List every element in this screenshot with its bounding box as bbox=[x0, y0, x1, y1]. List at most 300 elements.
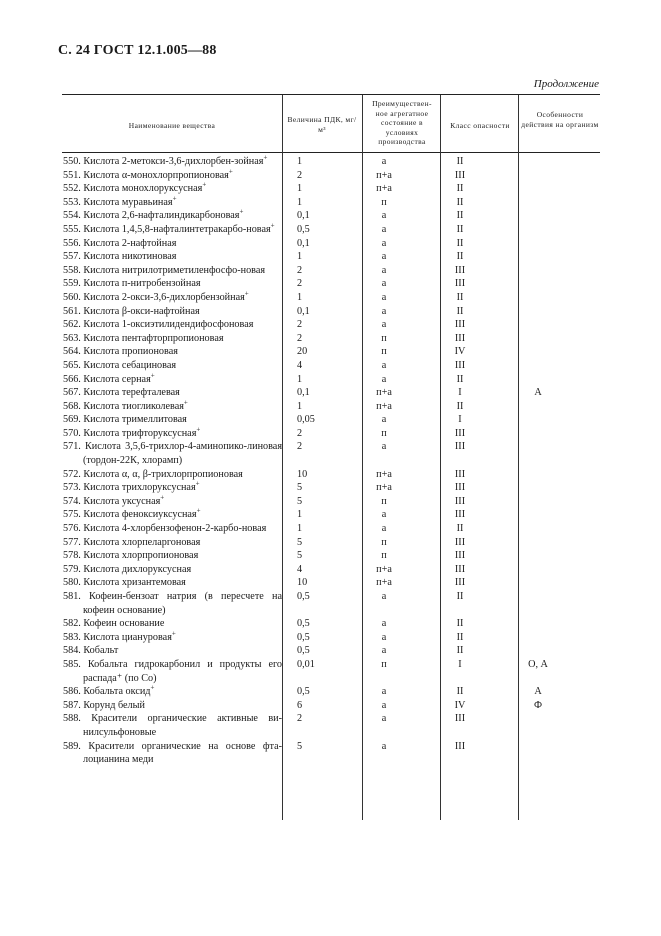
class-value: III bbox=[454, 550, 466, 562]
table-row bbox=[62, 590, 600, 617]
pdk-value: 5 bbox=[297, 740, 303, 752]
row-number: 559. bbox=[63, 278, 84, 290]
table-row bbox=[62, 359, 600, 373]
table-row bbox=[62, 481, 600, 495]
substance-label: Кобальта оксид bbox=[83, 686, 151, 698]
class-value: II bbox=[456, 156, 464, 167]
feature-value bbox=[498, 291, 578, 305]
row-number: 567. bbox=[63, 387, 84, 399]
pdk-value: 4 bbox=[297, 563, 303, 575]
substance-label: Кислота себациновая bbox=[83, 359, 177, 371]
row-number: 573. bbox=[63, 482, 84, 494]
table-row bbox=[62, 169, 600, 183]
table-row bbox=[62, 155, 600, 169]
table-row bbox=[62, 386, 600, 400]
substance-name bbox=[62, 237, 282, 251]
feature-value bbox=[498, 209, 578, 223]
substance-name bbox=[62, 155, 282, 169]
substance-label: Кислота терефталевая bbox=[83, 387, 180, 399]
feature-value bbox=[498, 250, 578, 264]
row-number: 589. bbox=[63, 740, 89, 752]
substance-label: Кислота хризантемовая bbox=[83, 577, 186, 589]
state-value: а bbox=[381, 210, 387, 222]
class-value: II bbox=[456, 237, 464, 249]
pdk-value: 0,05 bbox=[297, 414, 315, 426]
row-number: 569. bbox=[63, 414, 84, 426]
row-number: 581. bbox=[63, 591, 90, 602]
feature-value bbox=[498, 305, 578, 319]
superscript-mark: + bbox=[239, 207, 244, 216]
state-value: а bbox=[381, 523, 387, 535]
pdk-value: 2 bbox=[297, 278, 303, 290]
row-number: 578. bbox=[63, 550, 84, 562]
substance-label: Красители органические активные ви-нилсульфоновые bbox=[83, 713, 282, 738]
state-value: п+а bbox=[376, 482, 392, 494]
feature-value bbox=[498, 155, 578, 169]
table-row bbox=[62, 536, 600, 550]
feature-value bbox=[498, 495, 578, 509]
table-row bbox=[62, 658, 600, 685]
substance-name bbox=[62, 169, 282, 183]
pdk-value: 5 bbox=[297, 550, 303, 562]
substance-name bbox=[62, 576, 282, 590]
state-value: а bbox=[381, 591, 387, 602]
feature-value: А bbox=[534, 387, 542, 399]
row-number: 556. bbox=[63, 237, 84, 249]
row-number: 585. bbox=[63, 658, 88, 670]
substance-name bbox=[62, 345, 282, 359]
superscript-mark: + bbox=[183, 398, 188, 407]
feature-value bbox=[498, 563, 578, 577]
feature-value bbox=[498, 481, 578, 495]
pdk-value: 20 bbox=[297, 346, 308, 358]
row-number: 550. bbox=[63, 156, 84, 167]
substance-label: Кислота 2-метокси-3,6-дихлорбен-зойная bbox=[83, 156, 264, 167]
substance-name bbox=[62, 305, 282, 319]
substance-name bbox=[62, 508, 282, 522]
table-row bbox=[62, 223, 600, 237]
table-row bbox=[62, 712, 600, 739]
pdk-value: 0,5 bbox=[297, 631, 310, 643]
superscript-mark: + bbox=[263, 153, 268, 162]
pdk-value: 6 bbox=[297, 699, 303, 711]
table-row bbox=[62, 332, 600, 346]
feature-value bbox=[498, 345, 578, 359]
state-value: п+а bbox=[376, 387, 392, 399]
substance-label: Кислота β-окси-нафтойная bbox=[83, 305, 200, 317]
class-value: III bbox=[454, 319, 466, 331]
feature-value bbox=[498, 237, 578, 251]
table-row bbox=[62, 468, 600, 482]
header-name: Наименование вещества bbox=[128, 121, 216, 130]
feature-value bbox=[498, 440, 578, 467]
row-number: 564. bbox=[63, 346, 84, 358]
superscript-mark: + bbox=[228, 167, 233, 176]
state-value: п+а bbox=[376, 169, 392, 181]
superscript-mark: + bbox=[160, 493, 165, 502]
header-features: Особенности действия на организм bbox=[521, 110, 599, 129]
state-value: п bbox=[381, 332, 387, 344]
pdk-value: 1 bbox=[297, 196, 303, 208]
substance-label: Кислота α-монохлорпропионовая bbox=[83, 169, 229, 181]
superscript-mark: + bbox=[270, 221, 275, 230]
state-value: а bbox=[381, 441, 387, 453]
superscript-mark: + bbox=[150, 683, 155, 692]
class-value: III bbox=[454, 740, 466, 752]
feature-value bbox=[498, 223, 578, 237]
table-row bbox=[62, 522, 600, 536]
class-value: II bbox=[456, 400, 464, 412]
pdk-value: 2 bbox=[297, 441, 303, 453]
substance-name bbox=[62, 277, 282, 291]
header-state: Преимуществен-ное агрегатное состояние в условиях производства bbox=[372, 99, 432, 146]
substance-name bbox=[62, 522, 282, 536]
feature-value bbox=[498, 508, 578, 522]
class-value: II bbox=[456, 196, 464, 208]
substance-name bbox=[62, 495, 282, 509]
substance-name bbox=[62, 685, 282, 699]
substance-label: Кислота серная bbox=[83, 373, 151, 385]
feature-value bbox=[498, 277, 578, 291]
pdk-value: 10 bbox=[297, 577, 308, 589]
feature-value: А bbox=[534, 686, 542, 698]
substance-label: Кислота тиогликолевая bbox=[83, 400, 184, 412]
state-value: а bbox=[381, 699, 387, 711]
substance-name bbox=[62, 631, 282, 645]
pdk-value: 4 bbox=[297, 359, 303, 371]
table-row bbox=[62, 631, 600, 645]
substance-name bbox=[62, 468, 282, 482]
class-value: III bbox=[454, 536, 466, 548]
substance-label: Кислота 4-хлорбензофенон-2-карбо-новая bbox=[83, 523, 267, 535]
state-value: а bbox=[381, 223, 387, 235]
state-value: п bbox=[381, 346, 387, 358]
table-row bbox=[62, 576, 600, 590]
substance-label: Кислота дихлоруксусная bbox=[83, 563, 192, 575]
state-value: а bbox=[381, 319, 387, 331]
substance-label: Кислота никотиновая bbox=[83, 251, 177, 263]
state-value: а bbox=[381, 264, 387, 276]
pdk-value: 0,1 bbox=[297, 210, 310, 222]
table-row bbox=[62, 264, 600, 278]
table-header-rule bbox=[62, 152, 600, 153]
class-value: III bbox=[454, 427, 466, 439]
class-value: IV bbox=[454, 699, 466, 711]
substance-name bbox=[62, 332, 282, 346]
class-value: II bbox=[456, 251, 464, 263]
substance-name bbox=[62, 250, 282, 264]
class-value: II bbox=[456, 223, 464, 235]
table-row bbox=[62, 563, 600, 577]
substance-name bbox=[62, 549, 282, 563]
substance-label: Кислота тримеллитовая bbox=[83, 414, 187, 426]
substance-label: Корунд белый bbox=[83, 699, 145, 711]
feature-value: Ф bbox=[533, 699, 543, 711]
substance-label: Кислота монохлоруксусная bbox=[83, 183, 203, 195]
feature-value bbox=[498, 617, 578, 631]
substance-label: Кислота муравьиная bbox=[83, 196, 173, 208]
row-number: 552. bbox=[63, 183, 84, 195]
pdk-value: 1 bbox=[297, 251, 303, 263]
row-number: 558. bbox=[63, 264, 84, 276]
row-number: 570. bbox=[63, 427, 84, 439]
table-row bbox=[62, 400, 600, 414]
feature-value bbox=[498, 264, 578, 278]
row-number: 553. bbox=[63, 196, 84, 208]
class-value: II bbox=[456, 645, 464, 657]
table-row bbox=[62, 413, 600, 427]
superscript-mark: + bbox=[202, 180, 207, 189]
state-value: п bbox=[381, 658, 387, 670]
feature-value bbox=[498, 631, 578, 645]
substance-name bbox=[62, 740, 282, 767]
substance-label: Кислота α, α, β-трихлорпропионовая bbox=[83, 468, 243, 480]
substance-label: Красители органические на основе фта-лоцианина меди bbox=[83, 740, 282, 766]
feature-value bbox=[498, 169, 578, 183]
substance-label: Кофеин-бензоат натрия (в пересчете на кофеин основание) bbox=[83, 591, 282, 616]
class-value: III bbox=[454, 278, 466, 290]
state-value: а bbox=[381, 156, 387, 167]
pdk-value: 0,01 bbox=[297, 658, 315, 670]
row-number: 576. bbox=[63, 523, 84, 535]
class-value: III bbox=[454, 264, 466, 276]
state-value: п bbox=[381, 536, 387, 548]
table-body bbox=[62, 155, 600, 767]
pdk-value: 0,5 bbox=[297, 223, 310, 235]
state-value: а bbox=[381, 278, 387, 290]
class-value: II bbox=[456, 686, 464, 698]
substance-label: Кислота 2-окси-3,6-дихлорбензойная bbox=[83, 291, 245, 303]
state-value: а bbox=[381, 645, 387, 657]
substance-name bbox=[62, 359, 282, 373]
pdk-value: 2 bbox=[297, 264, 303, 276]
superscript-mark: + bbox=[195, 479, 200, 488]
substance-name bbox=[62, 318, 282, 332]
pdk-value: 1 bbox=[297, 183, 303, 195]
pdk-value: 1 bbox=[297, 523, 303, 535]
row-number: 566. bbox=[63, 373, 84, 385]
row-number: 562. bbox=[63, 319, 84, 331]
state-value: п+а bbox=[376, 563, 392, 575]
feature-value bbox=[498, 427, 578, 441]
substance-name bbox=[62, 658, 282, 685]
state-value: а bbox=[381, 713, 387, 725]
state-value: п+а bbox=[376, 183, 392, 195]
substance-label: Кислота феноксиуксусная bbox=[83, 509, 197, 521]
row-number: 572. bbox=[63, 468, 84, 480]
substance-name bbox=[62, 590, 282, 617]
state-value: а bbox=[381, 740, 387, 752]
pdk-value: 2 bbox=[297, 332, 303, 344]
pdk-value: 5 bbox=[297, 495, 303, 507]
class-value: III bbox=[454, 482, 466, 494]
feature-value bbox=[498, 182, 578, 196]
pdk-value: 0,5 bbox=[297, 591, 310, 602]
table-row bbox=[62, 237, 600, 251]
row-number: 575. bbox=[63, 509, 84, 521]
class-value: II bbox=[456, 618, 464, 630]
state-value: а bbox=[381, 509, 387, 521]
substance-name bbox=[62, 481, 282, 495]
substance-name bbox=[62, 413, 282, 427]
row-number: 584. bbox=[63, 645, 84, 657]
substance-label: Кислота хлорпропионовая bbox=[83, 550, 199, 562]
row-number: 587. bbox=[63, 699, 84, 711]
pdk-value: 0,5 bbox=[297, 645, 310, 657]
class-value: IV bbox=[454, 346, 466, 358]
table-row bbox=[62, 209, 600, 223]
substance-name bbox=[62, 440, 282, 467]
table-row bbox=[62, 373, 600, 387]
class-value: II bbox=[456, 305, 464, 317]
feature-value bbox=[498, 644, 578, 658]
table-row bbox=[62, 685, 600, 699]
table-row bbox=[62, 440, 600, 467]
row-number: 583. bbox=[63, 631, 84, 643]
state-value: а bbox=[381, 237, 387, 249]
substance-label: Кислота пентафторпропионовая bbox=[83, 332, 224, 344]
pdk-value: 2 bbox=[297, 169, 303, 181]
feature-value bbox=[498, 712, 578, 739]
class-value: III bbox=[454, 577, 466, 589]
table-row bbox=[62, 182, 600, 196]
row-number: 586. bbox=[63, 686, 84, 698]
substance-label: Кислота нитрилотриметиленфосфо-новая bbox=[83, 264, 266, 276]
table-row bbox=[62, 740, 600, 767]
state-value: а bbox=[381, 373, 387, 385]
substance-label: Кислота уксусная bbox=[83, 495, 161, 507]
class-value: III bbox=[454, 468, 466, 480]
substance-name bbox=[62, 644, 282, 658]
row-number: 568. bbox=[63, 400, 84, 412]
substance-label: Кислота трифторуксусная bbox=[83, 427, 197, 439]
feature-value bbox=[498, 196, 578, 210]
superscript-mark: + bbox=[196, 425, 201, 434]
class-value: III bbox=[454, 332, 466, 344]
pdk-value: 1 bbox=[297, 373, 303, 385]
substance-label: Кислота 2,6-нафталиндикарбоновая bbox=[83, 210, 240, 222]
substance-label: Кислота 1-оксиэтилидендифосфоновая bbox=[83, 319, 254, 331]
state-value: п+а bbox=[376, 577, 392, 589]
feature-value bbox=[498, 549, 578, 563]
pdk-value: 0,5 bbox=[297, 686, 310, 698]
substance-label: Кислота циануровая bbox=[83, 631, 172, 643]
row-number: 571. bbox=[63, 441, 86, 453]
state-value: п bbox=[381, 196, 387, 208]
class-value: II bbox=[456, 591, 464, 602]
table-row bbox=[62, 495, 600, 509]
table-row bbox=[62, 318, 600, 332]
feature-value bbox=[498, 413, 578, 427]
table-row bbox=[62, 345, 600, 359]
row-number: 574. bbox=[63, 495, 84, 507]
table-row bbox=[62, 291, 600, 305]
row-number: 588. bbox=[63, 713, 92, 725]
substance-label: Кислота п-нитробензойная bbox=[83, 278, 201, 290]
row-number: 561. bbox=[63, 305, 84, 317]
class-value: II bbox=[456, 373, 464, 385]
row-number: 579. bbox=[63, 563, 84, 575]
feature-value bbox=[498, 468, 578, 482]
pdk-value: 2 bbox=[297, 427, 303, 439]
table-row bbox=[62, 427, 600, 441]
substance-name bbox=[62, 196, 282, 210]
continued-label: Продолжение bbox=[533, 78, 599, 90]
state-value: а bbox=[381, 291, 387, 303]
feature-value bbox=[498, 332, 578, 346]
state-value: а bbox=[381, 359, 387, 371]
substance-label: Кислота пропионовая bbox=[83, 346, 178, 358]
row-number: 565. bbox=[63, 359, 84, 371]
substance-name bbox=[62, 400, 282, 414]
row-number: 557. bbox=[63, 251, 84, 263]
class-value: III bbox=[454, 495, 466, 507]
pdk-value: 5 bbox=[297, 482, 303, 494]
state-value: п bbox=[381, 427, 387, 439]
pdk-value: 10 bbox=[297, 468, 308, 480]
state-value: а bbox=[381, 414, 387, 426]
feature-value bbox=[498, 740, 578, 767]
substance-name bbox=[62, 209, 282, 223]
substance-label: Кислота трихлоруксусная bbox=[83, 482, 196, 494]
row-number: 551. bbox=[63, 169, 84, 181]
state-value: а bbox=[381, 251, 387, 263]
state-value: п bbox=[381, 550, 387, 562]
table-row bbox=[62, 277, 600, 291]
superscript-mark: + bbox=[196, 507, 201, 516]
table-row bbox=[62, 699, 600, 713]
substance-label: Кислота хлорпеларгоновая bbox=[83, 536, 201, 548]
state-value: а bbox=[381, 618, 387, 630]
substance-label: Кислота 1,4,5,8-нафталинтетракарбо-новая bbox=[83, 223, 271, 235]
class-value: III bbox=[454, 441, 466, 453]
table-row bbox=[62, 305, 600, 319]
state-value: а bbox=[381, 631, 387, 643]
substance-name bbox=[62, 223, 282, 237]
row-number: 580. bbox=[63, 577, 84, 589]
class-value: III bbox=[454, 359, 466, 371]
row-number: 554. bbox=[63, 210, 84, 222]
row-number: 555. bbox=[63, 223, 84, 235]
class-value: I bbox=[458, 414, 462, 426]
table-row bbox=[62, 617, 600, 631]
feature-value bbox=[498, 359, 578, 373]
substance-name bbox=[62, 563, 282, 577]
substance-name bbox=[62, 386, 282, 400]
row-number: 560. bbox=[63, 291, 84, 303]
substance-name bbox=[62, 712, 282, 739]
class-value: II bbox=[456, 523, 464, 535]
class-value: I bbox=[458, 387, 462, 399]
feature-value bbox=[498, 522, 578, 536]
row-number: 582. bbox=[63, 618, 84, 630]
pdk-value: 0,1 bbox=[297, 387, 310, 399]
table-row bbox=[62, 508, 600, 522]
feature-value bbox=[498, 576, 578, 590]
state-value: п bbox=[381, 495, 387, 507]
pdk-value: 0,1 bbox=[297, 237, 310, 249]
pdk-value: 1 bbox=[297, 400, 303, 412]
pdk-value: 2 bbox=[297, 319, 303, 331]
feature-value bbox=[498, 536, 578, 550]
state-value: п+а bbox=[376, 400, 392, 412]
row-number: 563. bbox=[63, 332, 84, 344]
class-value: III bbox=[454, 169, 466, 181]
class-value: II bbox=[456, 631, 464, 643]
table-row bbox=[62, 196, 600, 210]
substance-name bbox=[62, 373, 282, 387]
pdk-value: 1 bbox=[297, 509, 303, 521]
